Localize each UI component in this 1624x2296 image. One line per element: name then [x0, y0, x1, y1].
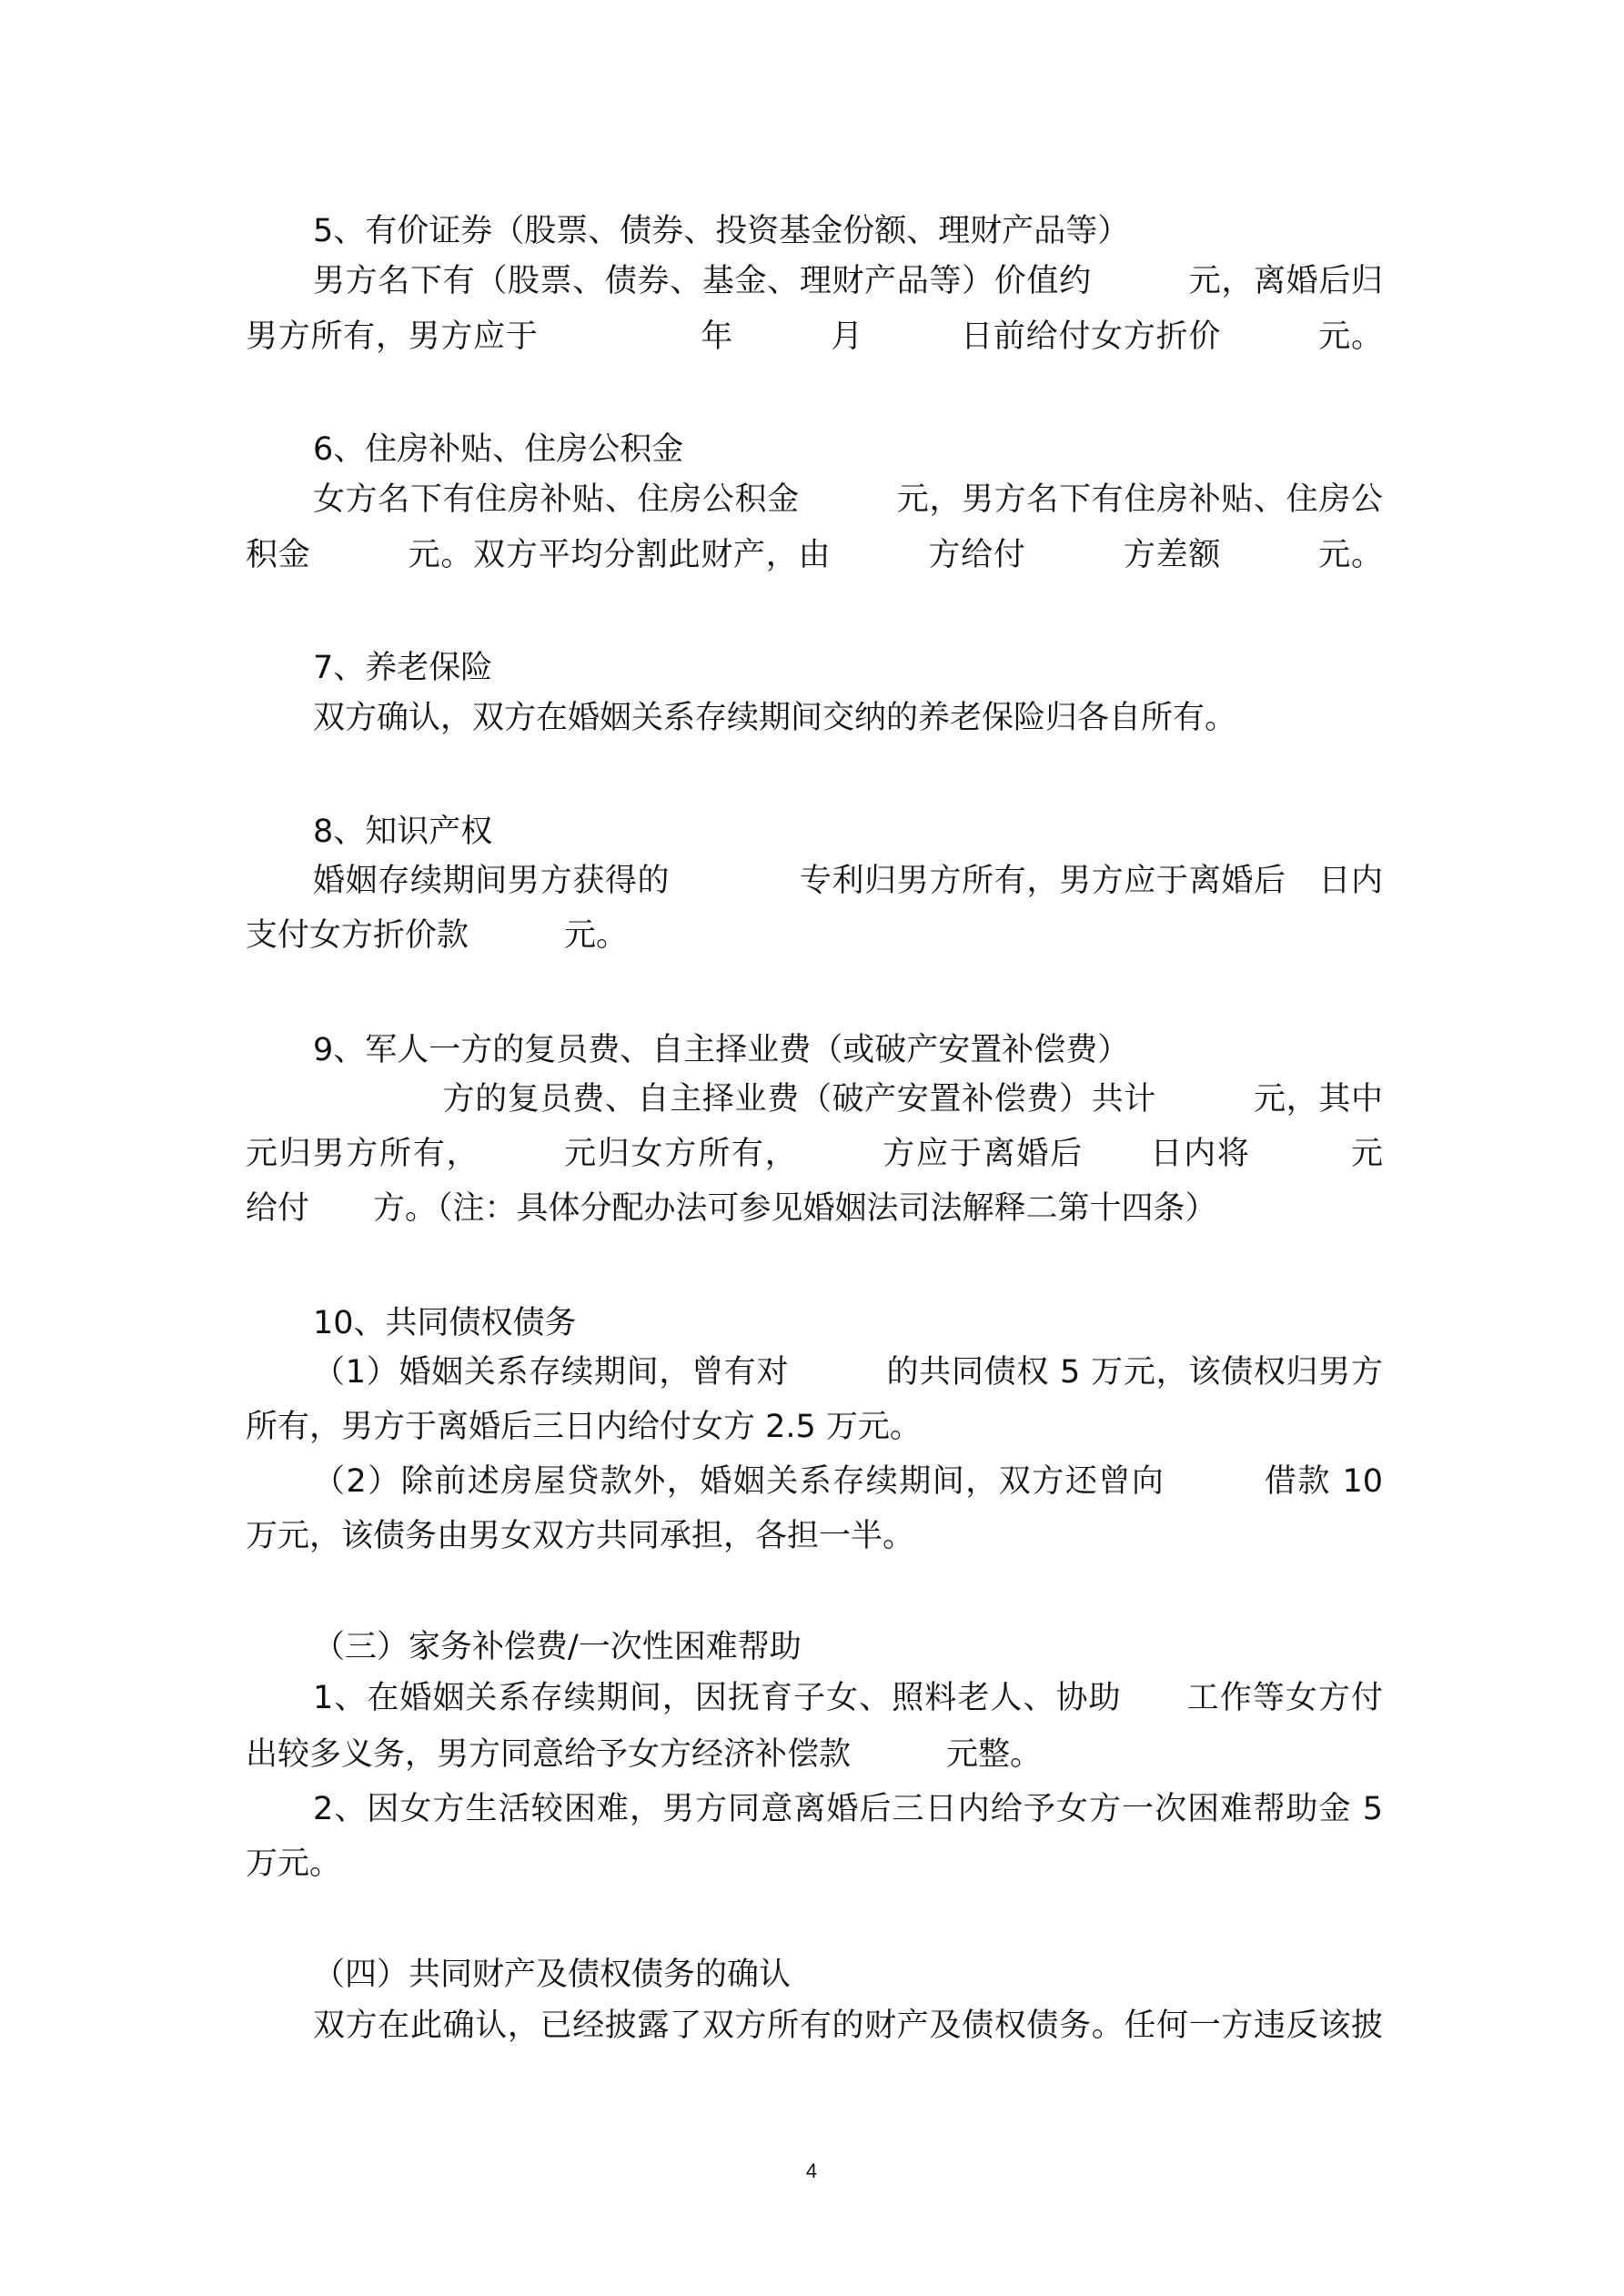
section-9-text-line-2: 元归男方所有， 元归女方所有， 方应于离婚后 日内将 元: [246, 1136, 1383, 1172]
section-6-text-line-1: 女方名下有住房补贴、住房公积金 元，男方名下有住房补贴、住房公: [313, 481, 1383, 518]
section-6-text-line-2: 积金 元。双方平均分割此财产，由 方给付 方差额 元。: [246, 537, 1383, 573]
section-6-heading: 6、住房补贴、住房公积金: [313, 431, 684, 468]
section-four-text-line-1: 双方在此确认，已经披露了双方所有的财产及债权债务。任何一方违反该披: [313, 2008, 1383, 2044]
section-7-heading: 7、养老保险: [313, 650, 493, 686]
section-four-heading: （四）共同财产及债权债务的确认: [313, 1957, 792, 1993]
section-7-text: 双方确认，双方在婚姻关系存续期间交纳的养老保险归各自所有。: [313, 700, 1237, 736]
section-8-text-line-1: 婚姻存续期间男方获得的 专利归男方所有，男方应于离婚后 日内: [313, 863, 1383, 899]
section-three-item-1-line-1: 1、在婚姻关系存续期间，因抚育子女、照料老人、协助 工作等女方付: [313, 1680, 1383, 1716]
section-10-item-1-line-2: 所有，男方于离婚后三日内给付女方 2.5 万元。: [246, 1409, 922, 1445]
section-9-text-line-3: 给付 方。（注：具体分配办法可参见婚姻法司法解释二第十四条）: [246, 1190, 1217, 1227]
section-5-text-line-1: 男方名下有（股票、债券、基金、理财产品等）价值约 元，离婚后归: [313, 263, 1383, 299]
section-9-text-line-1: 方的复员费、自主择业费（破产安置补偿费）共计 元，其中: [313, 1081, 1383, 1118]
section-8-heading: 8、知识产权: [313, 814, 493, 850]
section-8-text-line-2: 支付女方折价款 元。: [246, 917, 629, 954]
section-10-item-2-line-2: 万元，该债务由男女双方共同承担，各担一半。: [246, 1518, 915, 1554]
section-10-heading: 10、共同债权债务: [313, 1305, 577, 1341]
section-9-heading: 9、军人一方的复员费、自主择业费（或破产安置补偿费）: [313, 1032, 1130, 1068]
section-three-item-2-line-1: 2、因女方生活较困难，男方同意离婚后三日内给予女方一次困难帮助金 5: [313, 1791, 1383, 1827]
section-three-item-1-line-2: 出较多义务，男方同意给予女方经济补偿款 元整。: [246, 1736, 1043, 1773]
section-three-item-2-line-2: 万元。: [246, 1846, 342, 1882]
section-three-heading: （三）家务补偿费/一次性困难帮助: [313, 1629, 802, 1665]
page-number: 4: [805, 2159, 818, 2182]
section-5-heading: 5、有价证券（股票、债券、投资基金份额、理财产品等）: [313, 213, 1130, 249]
section-10-item-1-line-1: （1）婚姻关系存续期间，曾有对 的共同债权 5 万元，该债权归男方: [313, 1354, 1383, 1391]
section-10-item-2-line-1: （2）除前述房屋贷款外，婚姻关系存续期间，双方还曾向 借款 10: [313, 1463, 1383, 1500]
section-5-text-line-2: 男方所有，男方应于 年 月 日前给付女方折价 元。: [246, 319, 1383, 355]
